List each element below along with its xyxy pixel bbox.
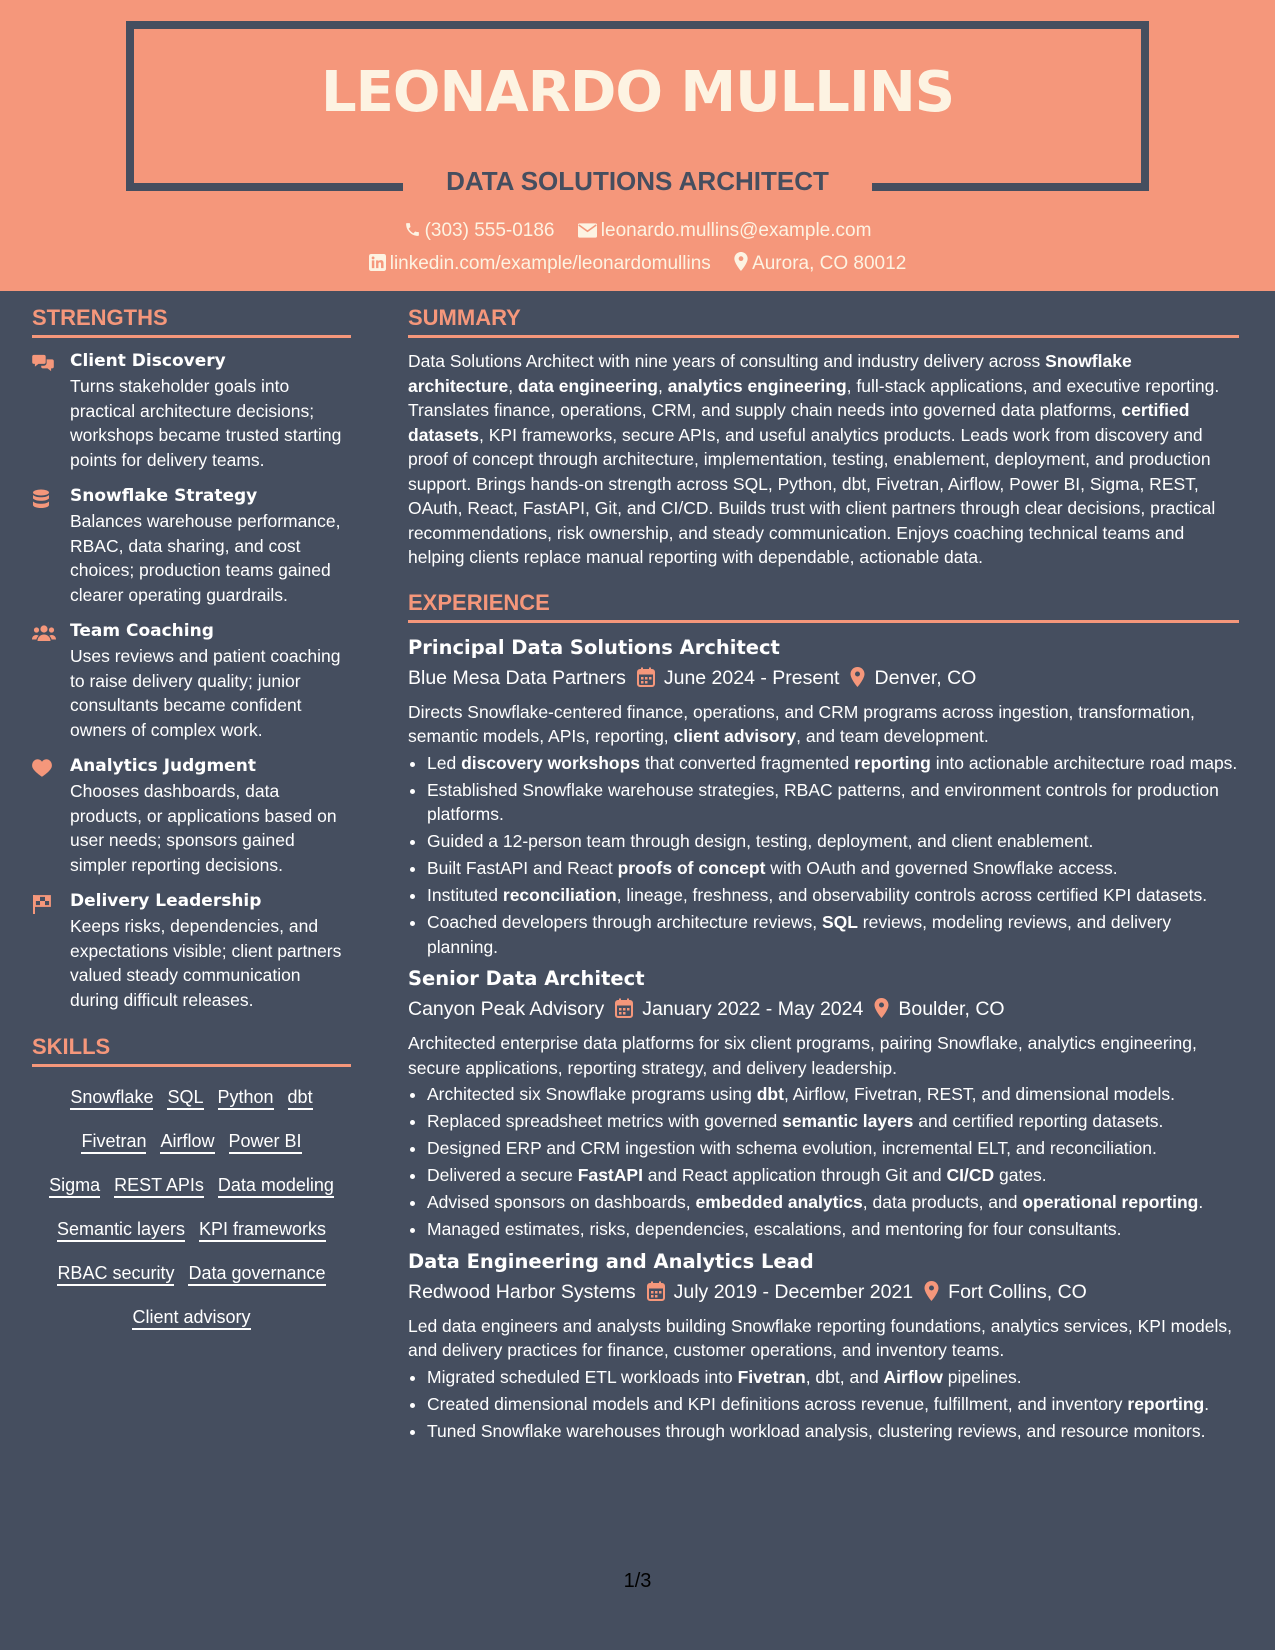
calendar-icon: [615, 998, 633, 1018]
location-contact: [734, 253, 906, 274]
strength-item: [32, 486, 351, 607]
skill-tag: Semantic layers: [57, 1219, 185, 1242]
job-entry: [408, 967, 1239, 1242]
skill-tag: Client advisory: [132, 1307, 250, 1330]
job-title: Senior Data Architect: [408, 967, 645, 990]
job-title: Data Engineering and Analytics Lead: [408, 1249, 814, 1273]
skill-tag: dbt: [288, 1087, 313, 1110]
job-location: Boulder, CO: [898, 998, 1005, 1020]
job-meta: [408, 667, 1239, 690]
job-entry: [408, 636, 1239, 960]
job-title: Principal Data Solutions Architect: [408, 635, 780, 659]
contact-row-2: [0, 252, 1275, 275]
job-bullets: [408, 1365, 1239, 1444]
skill-row: [32, 1263, 351, 1286]
candidate-name: LEONARDO MULLINS: [320, 60, 955, 125]
phone-contact: [404, 220, 560, 241]
skill-row: [32, 1175, 351, 1198]
page-number: 1/3: [623, 1570, 652, 1592]
job-bullet: • Advised sponsors on dashboards, embedded analytics, data products, and operational reporting.: [427, 1190, 1239, 1215]
skill-tag: Data governance: [188, 1263, 325, 1286]
right-column: [408, 305, 1239, 1451]
strength-item: [32, 351, 351, 472]
strength-item: [32, 621, 351, 742]
job-bullet: • Tuned Snowflake warehouses through workload analysis, clustering reviews, and resource monitors.: [427, 1419, 1239, 1444]
company-name: Redwood Harbor Systems: [408, 1280, 636, 1303]
summary-text: Data Solutions Architect with nine years of consulting and industry delivery across Snowflake architecture, data engineering, analytics engineering, full-stack applications, and executive reporting. Translates finance, operations, CRM, and supply chain needs into governed data platforms, certified datasets, KPI frameworks, secure APIs, and useful analytics products. Leads work from discovery and proof of concept through architecture, implementation, testing, enablement, deployment, and production support. Brings hands-on strength across SQL, Python, dbt, Fivetran, Airflow, Power BI, Sigma, REST, OAuth, React, FastAPI, Git, and CI/CD. Builds trust with client partners through clear decisions, practical recommendations, risk ownership, and steady communication. Enjoys coaching technical teams and helping clients replace manual reporting with dependable, actionable data.: [408, 351, 1220, 567]
job-bullet: • Created dimensional models and KPI definitions across revenue, fulfillment, and inventory reporting.: [427, 1392, 1239, 1417]
job-dates: June 2024 - Present: [663, 666, 840, 689]
skill-row: [32, 1219, 351, 1242]
map-pin-icon: [734, 252, 748, 271]
skill-tag: Python: [218, 1087, 274, 1110]
strength-description: Keeps risks, dependencies, and expectations visible; client partners valued steady communication during difficult releases.: [70, 916, 342, 1010]
job-location: Denver, CO: [874, 666, 977, 689]
job-bullet: • Designed ERP and CRM ingestion with schema evolution, incremental ELT, and reconciliation.: [427, 1136, 1239, 1161]
strength-description: Balances warehouse performance, RBAC, data sharing, and cost choices; production teams gained clearer operating guardrails.: [70, 511, 341, 605]
strength-title: Delivery Leadership: [70, 891, 262, 911]
skill-tag: REST APIs: [114, 1175, 204, 1198]
calendar-icon: [637, 667, 655, 687]
skills-heading: SKILLS: [32, 1034, 351, 1067]
skill-tag: Airflow: [160, 1131, 214, 1154]
job-meta: [408, 1281, 1239, 1304]
job-entry: [408, 1250, 1239, 1444]
job-description: Directs Snowflake-centered finance, operations, and CRM programs across ingestion, transformation, semantic models, APIs, reporting, client advisory, and team development.: [408, 701, 1195, 746]
job-bullet: • Led discovery workshops that converted fragmented reporting into actionable architecture road maps.: [427, 751, 1239, 776]
job-bullet: • Delivered a secure FastAPI and React application through Git and CI/CD gates.: [427, 1163, 1239, 1188]
strength-item: [32, 891, 351, 1012]
job-bullet: • Built FastAPI and React proofs of concept with OAuth and governed Snowflake access.: [427, 856, 1239, 881]
linkedin-url[interactable]: linkedin.com/example/leonardomullins: [389, 253, 711, 274]
job-bullets: [408, 751, 1239, 960]
comments-icon: [32, 351, 70, 472]
email-contact[interactable]: [578, 220, 872, 241]
skill-tag: Sigma: [49, 1175, 100, 1198]
strength-title: Analytics Judgment: [70, 756, 256, 776]
skill-tag: KPI frameworks: [199, 1219, 326, 1242]
map-pin-icon: [924, 1281, 939, 1301]
experience-list: [408, 636, 1239, 1444]
skills-list: [32, 1087, 351, 1330]
strength-title: Snowflake Strategy: [70, 486, 258, 506]
skill-tag: Data modeling: [218, 1175, 334, 1198]
job-bullet: • Replaced spreadsheet metrics with governed semantic layers and certified reporting datasets.: [427, 1109, 1239, 1134]
location-text: Aurora, CO 80012: [752, 253, 907, 274]
job-meta: [408, 998, 1239, 1021]
users-icon: [32, 621, 70, 742]
phone-icon: [404, 221, 421, 238]
flag-checkered-icon: [32, 891, 70, 1012]
strength-title: Client Discovery: [70, 351, 226, 371]
strength-description: Turns stakeholder goals into practical architecture decisions; workshops became trusted starting points for delivery teams.: [70, 376, 342, 470]
skill-row: [32, 1307, 351, 1330]
job-bullet: • Guided a 12-person team through design, testing, deployment, and client enablement.: [427, 829, 1239, 854]
strengths-list: [32, 351, 351, 1012]
linkedin-contact[interactable]: [369, 253, 716, 274]
company-name: Blue Mesa Data Partners: [408, 666, 626, 689]
job-bullet: • Instituted reconciliation, lineage, freshness, and observability controls across certified KPI datasets.: [427, 883, 1239, 908]
job-dates: January 2022 - May 2024: [642, 998, 864, 1020]
skill-tag: Power BI: [229, 1131, 302, 1154]
skill-tag: Fivetran: [81, 1131, 146, 1154]
skill-tag: Snowflake: [70, 1087, 153, 1110]
job-bullet: • Architected six Snowflake programs using dbt, Airflow, Fivetran, REST, and dimensional models.: [427, 1082, 1239, 1107]
job-bullet: • Migrated scheduled ETL workloads into Fivetran, dbt, and Airflow pipelines.: [427, 1365, 1239, 1390]
job-bullet: • Managed estimates, risks, dependencies, escalations, and mentoring for four consultants.: [427, 1217, 1239, 1242]
strength-item: [32, 756, 351, 877]
skill-tag: RBAC security: [57, 1263, 174, 1286]
job-bullet: • Established Snowflake warehouse strategies, RBAC patterns, and environment controls for production platforms.: [427, 778, 1239, 827]
contact-row-1: [0, 220, 1275, 242]
experience-heading: EXPERIENCE: [408, 590, 1239, 623]
strength-description: Uses reviews and patient coaching to raise delivery quality; junior consultants became confident owners of complex work.: [70, 646, 341, 740]
summary-heading: SUMMARY: [408, 305, 1239, 338]
job-location: Fort Collins, CO: [948, 1280, 1087, 1303]
job-bullets: [408, 1082, 1239, 1242]
company-name: Canyon Peak Advisory: [408, 998, 605, 1020]
strengths-heading: STRENGTHS: [32, 305, 351, 338]
map-pin-icon: [874, 998, 889, 1018]
strength-title: Team Coaching: [70, 621, 214, 641]
database-icon: [32, 486, 70, 607]
map-pin-icon: [850, 667, 865, 687]
job-description: Led data engineers and analysts building Snowflake reporting foundations, analytics services, KPI models, and delivery practices for finance, customer operations, and inventory teams.: [408, 1315, 1232, 1360]
phone-number: (303) 555-0186: [424, 220, 555, 241]
calendar-icon: [647, 1281, 665, 1301]
envelope-icon: [578, 223, 597, 238]
strength-description: Chooses dashboards, data products, or applications based on user needs; sponsors gained simpler reporting decisions.: [70, 781, 337, 875]
resume-header: [0, 0, 1275, 291]
job-dates: July 2019 - December 2021: [673, 1280, 914, 1303]
job-bullet: • Coached developers through architecture reviews, SQL reviews, modeling reviews, and delivery planning.: [427, 910, 1239, 959]
email-address[interactable]: leonardo.mullins@example.com: [600, 220, 872, 241]
heart-icon: [32, 756, 70, 877]
skill-tag: SQL: [167, 1087, 203, 1110]
skill-row: [32, 1087, 351, 1110]
left-column: [32, 305, 351, 1351]
linkedin-icon: [369, 254, 386, 271]
skill-row: [32, 1131, 351, 1154]
candidate-title: DATA SOLUTIONS ARCHITECT: [446, 166, 829, 196]
job-description: Architected enterprise data platforms for six client programs, pairing Snowflake, analytics engineering, secure applications, reporting strategy, and delivery leadership.: [408, 1033, 1197, 1078]
